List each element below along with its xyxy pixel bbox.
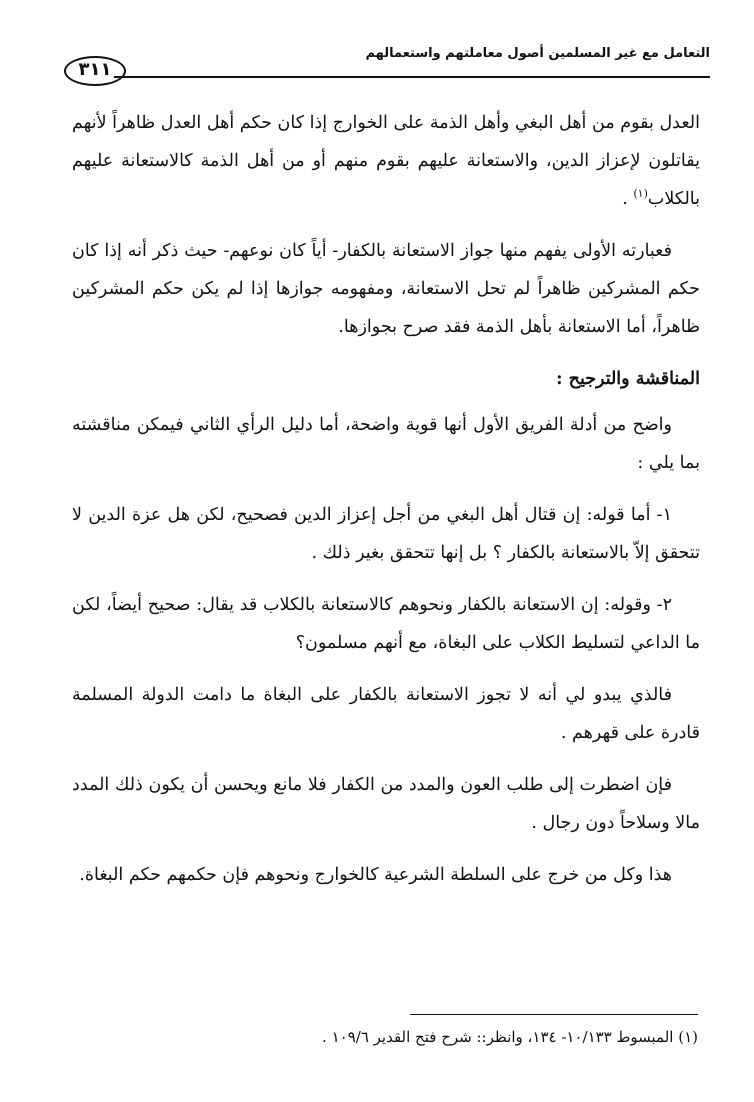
body-text	[72, 104, 700, 908]
running-title: التعامل مع غير المسلمين أصول معاملتهم واستعمالهم	[365, 46, 710, 61]
paragraph-3: واضح من أدلة الفريق الأول أنها قوية واضحة، أما دليل الرأي الثاني فيمكن مناقشته بما يلي :	[72, 415, 700, 473]
page-number: ٣١١	[64, 56, 126, 86]
header-rule	[114, 76, 710, 78]
paragraph-5: فإن اضطرت إلى طلب العون والمدد من الكفار فلا مانع ويحسن أن يكون ذلك المدد مالا وسلاحاً دون رجال .	[72, 775, 700, 833]
footnote: (١) المبسوط ١٠/١٣٣- ١٣٤، وانظر:: شرح فتح القدير ١٠٩/٦ .	[322, 1028, 698, 1046]
paragraph-2: فعبارته الأولى يفهم منها جواز الاستعانة بالكفار- أياً كان نوعهم- حيث ذكر أنه إذا كان حكم المشركين ظاهراً لم تحل الاستعانة، ومفهومه جوازها إذا لم يكن حكم المشركين ظاهراً، أما الاستعانة بأهل الذمة فقد صرح بجوازها.	[72, 241, 700, 337]
point-2: ٢- وقوله: إن الاستعانة بالكفار ونحوهم كالاستعانة بالكلاب قد يقال: صحيح أيضاً، لكن ما الداعي لتسليط الكلاب على البغاة، مع أنهم مسلمون؟	[72, 595, 700, 653]
paragraph-6: هذا وكل من خرج على السلطة الشرعية كالخوارج ونحوهم فإن حكمهم حكم البغاة.	[79, 865, 672, 885]
paragraph-1-text: العدل بقوم من أهل البغي وأهل الذمة على الخوارج إذا كان حكم أهل العدل ظاهراً لأنهم يقاتلون لإعزاز الدين، والاستعانة عليهم بقوم منهم أو من أهل الذمة كالاستعانة عليهم بالكلاب	[72, 113, 700, 209]
paragraph-1-end: .	[622, 189, 634, 209]
paragraph-4: فالذي يبدو لي أنه لا تجوز الاستعانة بالكفار على البغاة ما دامت الدولة المسلمة قادرة على قهرهم .	[72, 685, 700, 743]
point-1: ١- أما قوله: إن قتال أهل البغي من أجل إعزاز الدين فصحيح، لكن هل عزة الدين لا تتحقق إلاّ بالاستعانة بالكفار ؟ بل إنها تتحقق بغير ذلك .	[72, 505, 700, 563]
footnote-rule	[410, 1014, 698, 1015]
section-heading: المناقشة والترجيح :	[556, 369, 700, 389]
running-header	[58, 42, 710, 94]
footnote-ref: (١)	[633, 187, 648, 201]
paragraph-1	[72, 104, 700, 218]
